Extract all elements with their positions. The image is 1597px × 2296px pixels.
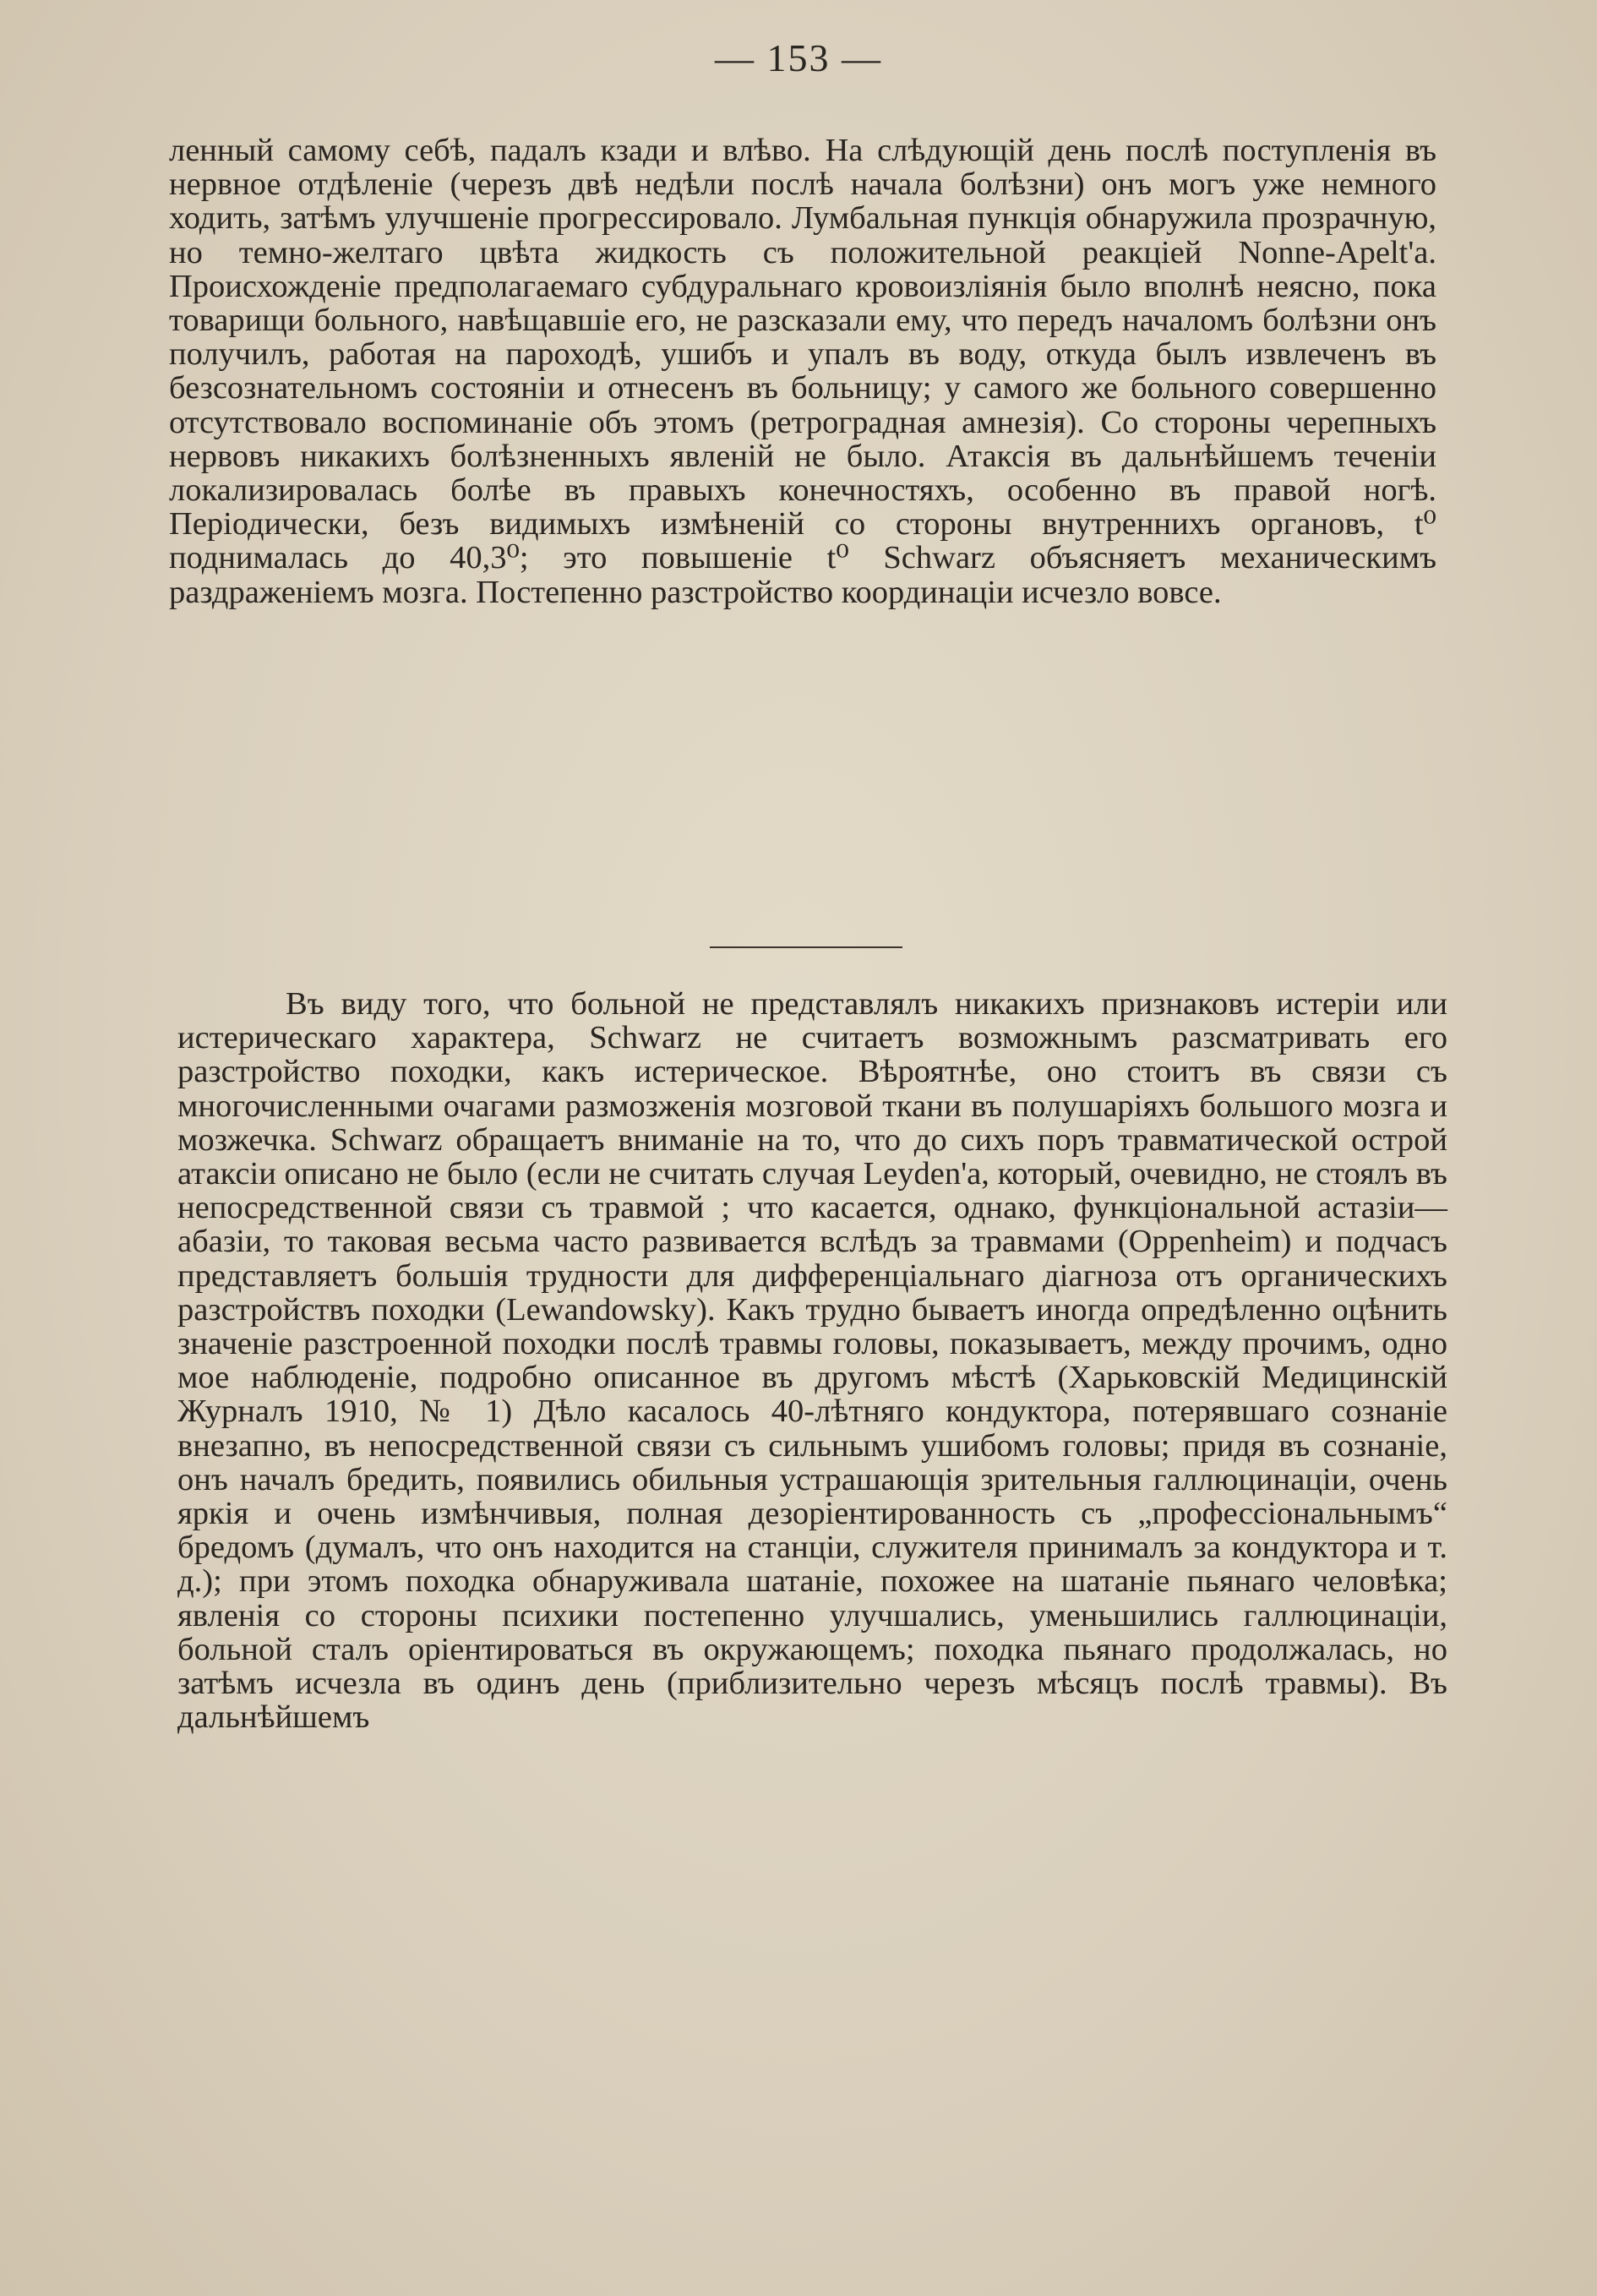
text-section-1 bbox=[169, 134, 1436, 609]
text-section-2 bbox=[177, 987, 1447, 1734]
section-divider bbox=[710, 946, 902, 948]
paragraph-continuation: ленный самому себѣ, падалъ кзади и влѣво. На слѣдующій день послѣ поступленія въ нервное отдѣленіе (черезъ двѣ недѣли послѣ начала болѣзни) онъ могъ уже немного ходить, затѣмъ улучшеніе прогрессировало. Лумбальная пункція обнаружила прозрачную, но темно-желтаго цвѣта жидкость съ положительной реакціей Nonne-Apelt'a. Происхожденіе предполагаемаго субдуральнаго кровоизліянія было вполнѣ неясно, пока товарищи больного, навѣщавшіе его, не разсказали ему, что передъ началомъ болѣзни онъ получилъ, работая на пароходѣ, ушибъ и упалъ въ воду, откуда былъ извлеченъ въ безсознательномъ состояніи и отнесенъ въ больницу; у самого же больного совершенно отсутствовало воспоминаніе объ этомъ (ретроградная амнезія). Со стороны черепныхъ нервовъ никакихъ болѣзненныхъ явленій не было. Атаксія въ дальнѣйшемъ теченіи локализировалась болѣе въ правыхъ конечностяхъ, особенно въ правой ногѣ. Періодически, безъ видимыхъ измѣненій со стороны внутреннихъ органовъ, t⁰ поднималась до 40,3⁰; это повышеніе t⁰ Schwarz объясняетъ механическимъ раздраженіемъ мозга. Постепенно разстройство координаціи исчезло вовсе. bbox=[169, 133, 1436, 610]
page-number: — 153 — bbox=[715, 36, 882, 79]
paragraph-main: Въ виду того, что больной не представлялъ никакихъ признаковъ истеріи или истерическаго характера, Schwarz не считаетъ возможнымъ разсматривать его разстройство походки, какъ истерическое. Вѣроятнѣе, оно стоитъ въ связи съ многочисленными очагами размозженія мозговой ткани въ полушаріяхъ большого мозга и мозжечка. Schwarz обращаетъ вниманіе на то, что до сихъ поръ травматической острой атаксіи описано не было (если не считать случая Leyden'a, который, очевидно, не стоялъ въ непосредственной связи съ травмой ; что касается, однако, функціональной астазіи—абазіи, то таковая весьма часто развивается вслѣдъ за травмами (Oppenheim) и подчасъ представляетъ большія трудности для дифференціальнаго діагноза отъ органическихъ разстройствъ походки (Lewandowsky). Какъ трудно бываетъ иногда опредѣленно оцѣнить значеніе разстроенной походки послѣ травмы головы, показываетъ, между прочимъ, одно мое наблюденіе, подробно описанное въ другомъ мѣстѣ (Харьковскій Медицинскій Журналъ 1910, № 1) Дѣло касалось 40-лѣтняго кондуктора, потерявшаго сознаніе внезапно, въ непосредственной связи съ сильнымъ ушибомъ головы; придя въ сознаніе, онъ началъ бредить, появились обильныя устрашающія зрительныя галлюцинаціи, очень яркія и очень измѣнчивыя, полная дезоріентированность съ „профессіональнымъ“ бредомъ (думалъ, что онъ находится на станціи, служителя принималъ за кондуктора и т. д.); при этомъ походка обнаруживала шатаніе, похожее на шатаніе пьянаго человѣка; явленія со стороны психики постепенно улучшались, уменьшились галлюцинаціи, больной сталъ оріентироваться въ окружающемъ; походка пьянаго продолжалась, но затѣмъ исчезла въ одинъ день (приблизительно черезъ мѣсяцъ послѣ травмы). Въ дальнѣйшемъ bbox=[177, 986, 1447, 1736]
